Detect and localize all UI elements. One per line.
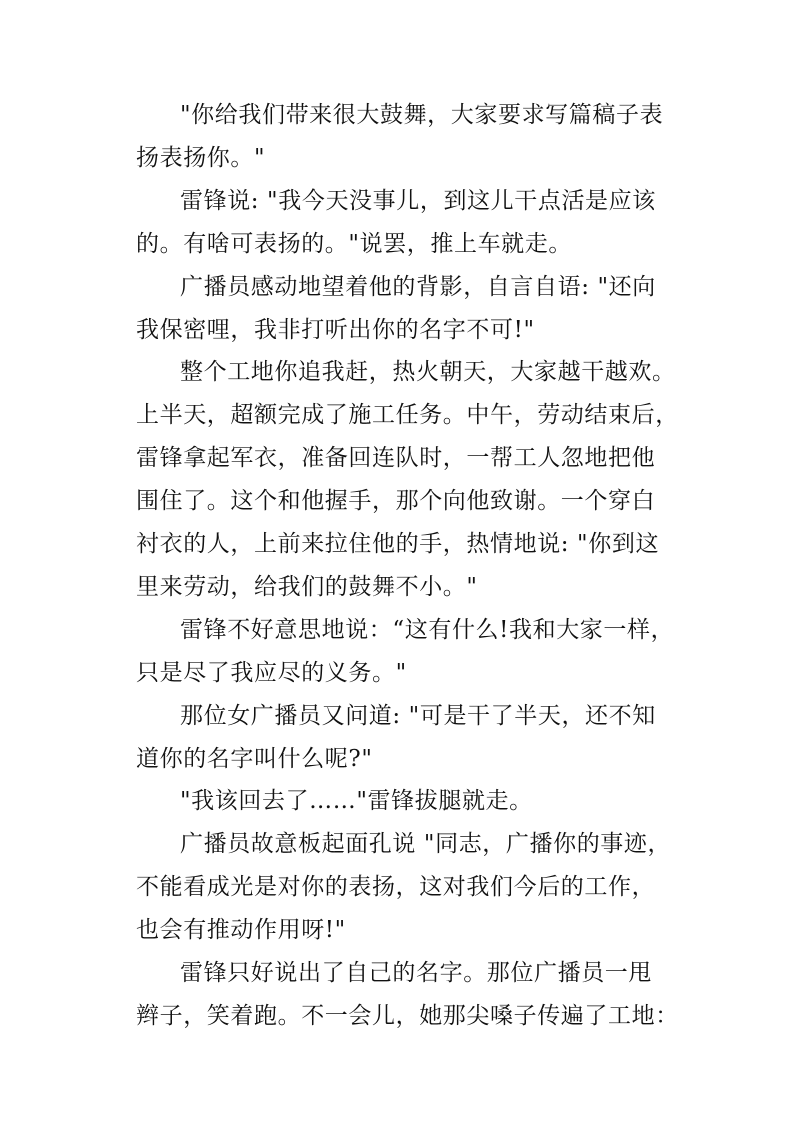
text-line: 雷锋不好意思地说：“这有什么!我和大家一样， [180,617,675,643]
text-line: 围住了。这个和他握手，那个向他致谢。一个穿白 [136,488,656,514]
text-line: 上半天，超额完成了施工任务。中午，劳动结束后， [136,402,679,428]
text-line: 扬表扬你。" [136,145,266,171]
text-line: "我该回去了……"雷锋拔腿就走。 [180,788,533,814]
text-line: 衬衣的人，上前来拉住他的手，热情地说: "你到这 [136,531,660,557]
text-line: 道你的名字叫什么呢?" [136,746,373,772]
text-line: 不能看成光是对你的表扬，这对我们今后的工作， [136,874,656,900]
text-line: 雷锋拿起军衣，准备回连队时，一帮工人忽地把他 [136,445,656,471]
text-line: 雷锋说: "我今天没事儿，到这儿干点活是应该 [180,188,656,214]
text-line: 里来劳动，给我们的鼓舞不小。" [136,574,478,600]
text-line: 雷锋只好说出了自己的名字。那位广播员一甩 [180,960,652,986]
text-line: 整个工地你追我赶，热火朝天，大家越干越欢。 [180,359,676,385]
text-line: 广播员故意板起面孔说 "同志，广播你的事迹， [180,831,672,857]
text-line: 我保密哩，我非打听出你的名字不可!" [136,317,535,343]
text-line: 也会有推动作用呀!" [136,917,346,943]
text-line: 辫子，笑着跑。不一会儿，她那尖嗓子传遍了工地： [136,1003,679,1029]
text-line: 的。有啥可表扬的。"说罢，推上车就走。 [136,231,572,257]
text-line: 广播员感动地望着他的背影，自言自语: "还向 [180,274,656,300]
text-line: "你给我们带来很大鼓舞，大家要求写篇稿子表 [180,102,664,128]
text-line: 那位女广播员又问道: "可是干了半天，还不知 [180,703,656,729]
text-line: 只是尽了我应尽的义务。" [136,660,407,686]
